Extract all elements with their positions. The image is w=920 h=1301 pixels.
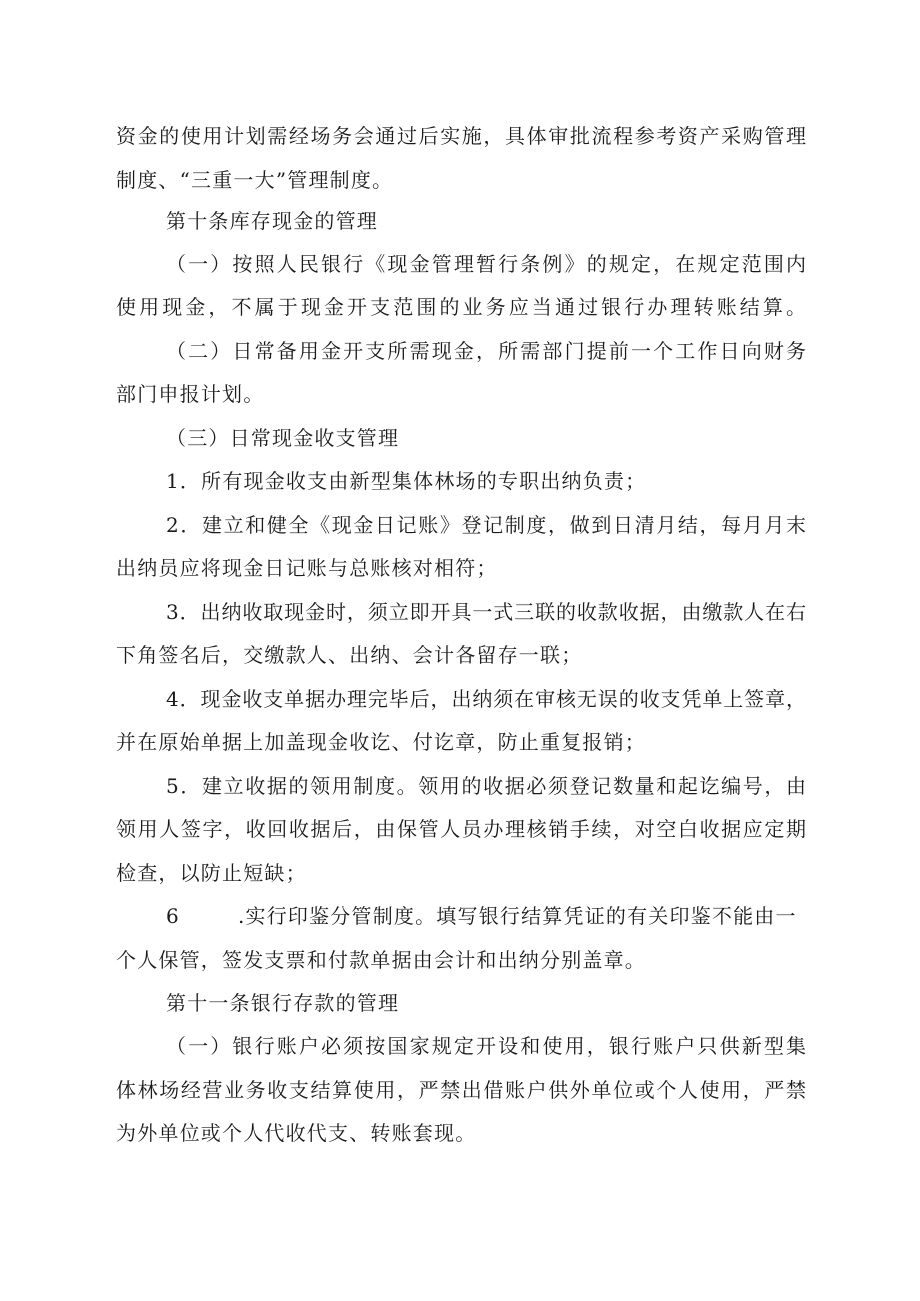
list-item	[166, 902, 797, 930]
body-text-line: 检查，以防止短缺；	[116, 861, 307, 885]
body-text-line: 资金的使用计划需经场务会通过后实施，具体审批流程参考资产采购管理	[116, 124, 806, 148]
list-item: 2．建立和健全《现金日记账》登记制度，做到日清月结，每月月末	[166, 513, 806, 537]
body-text-line: （一）按照人民银行《现金管理暂行条例》的规定，在规定范围内	[166, 252, 806, 276]
body-text-line: 下角签名后，交缴款人、出纳、会计各留存一联；	[116, 643, 583, 667]
section-heading: 第十条库存现金的管理	[166, 209, 378, 233]
subsection-heading: （三）日常现金收支管理	[166, 426, 400, 450]
body-text-line: 并在原始单据上加盖现金收讫、付讫章，防止重复报销；	[116, 730, 646, 754]
body-text-line: 领用人签字，收回收据后，由保管人员办理核销手续，对空白收据应定期	[116, 817, 806, 841]
body-text-line: 使用现金，不属于现金开支范围的业务应当通过银行办理转账结算。	[116, 295, 806, 319]
list-item: 5．建立收据的领用制度。领用的收据必须登记数量和起讫编号，由	[166, 774, 806, 798]
list-item: 4．现金收支单据办理完毕后，出纳须在审核无误的收支凭单上签章，	[166, 687, 806, 711]
section-heading: 第十一条银行存款的管理	[166, 991, 400, 1015]
body-text-line: （一）银行账户必须按国家规定开设和使用，银行账户只供新型集	[166, 1034, 806, 1058]
body-text-line: 出纳员应将现金日记账与总账核对相符；	[116, 556, 498, 580]
body-text-line: 体林场经营业务收支结算使用，严禁出借账户供外单位或个人使用，严禁	[116, 1078, 806, 1102]
list-item: 1．所有现金收支由新型集体林场的专职出纳负责；	[166, 469, 647, 493]
list-item-text: .实行印鉴分管制度。填写银行结算凭证的有关印鉴不能由一	[237, 904, 797, 928]
body-text-line: 个人保管，签发支票和付款单据由会计和出纳分别盖章。	[116, 948, 646, 972]
body-text-line: 为外单位或个人代收代支、转账套现。	[116, 1121, 477, 1145]
body-text-line: 部门申报计划。	[116, 382, 265, 406]
list-item-number: 6	[166, 904, 180, 928]
list-item: 3．出纳收取现金时，须立即开具一式三联的收款收据，由缴款人在右	[166, 600, 806, 624]
body-text-line: （二）日常备用金开支所需现金，所需部门提前一个工作日向财务	[166, 339, 806, 363]
body-text-line: 制度、“三重一大”管理制度。	[116, 168, 394, 192]
